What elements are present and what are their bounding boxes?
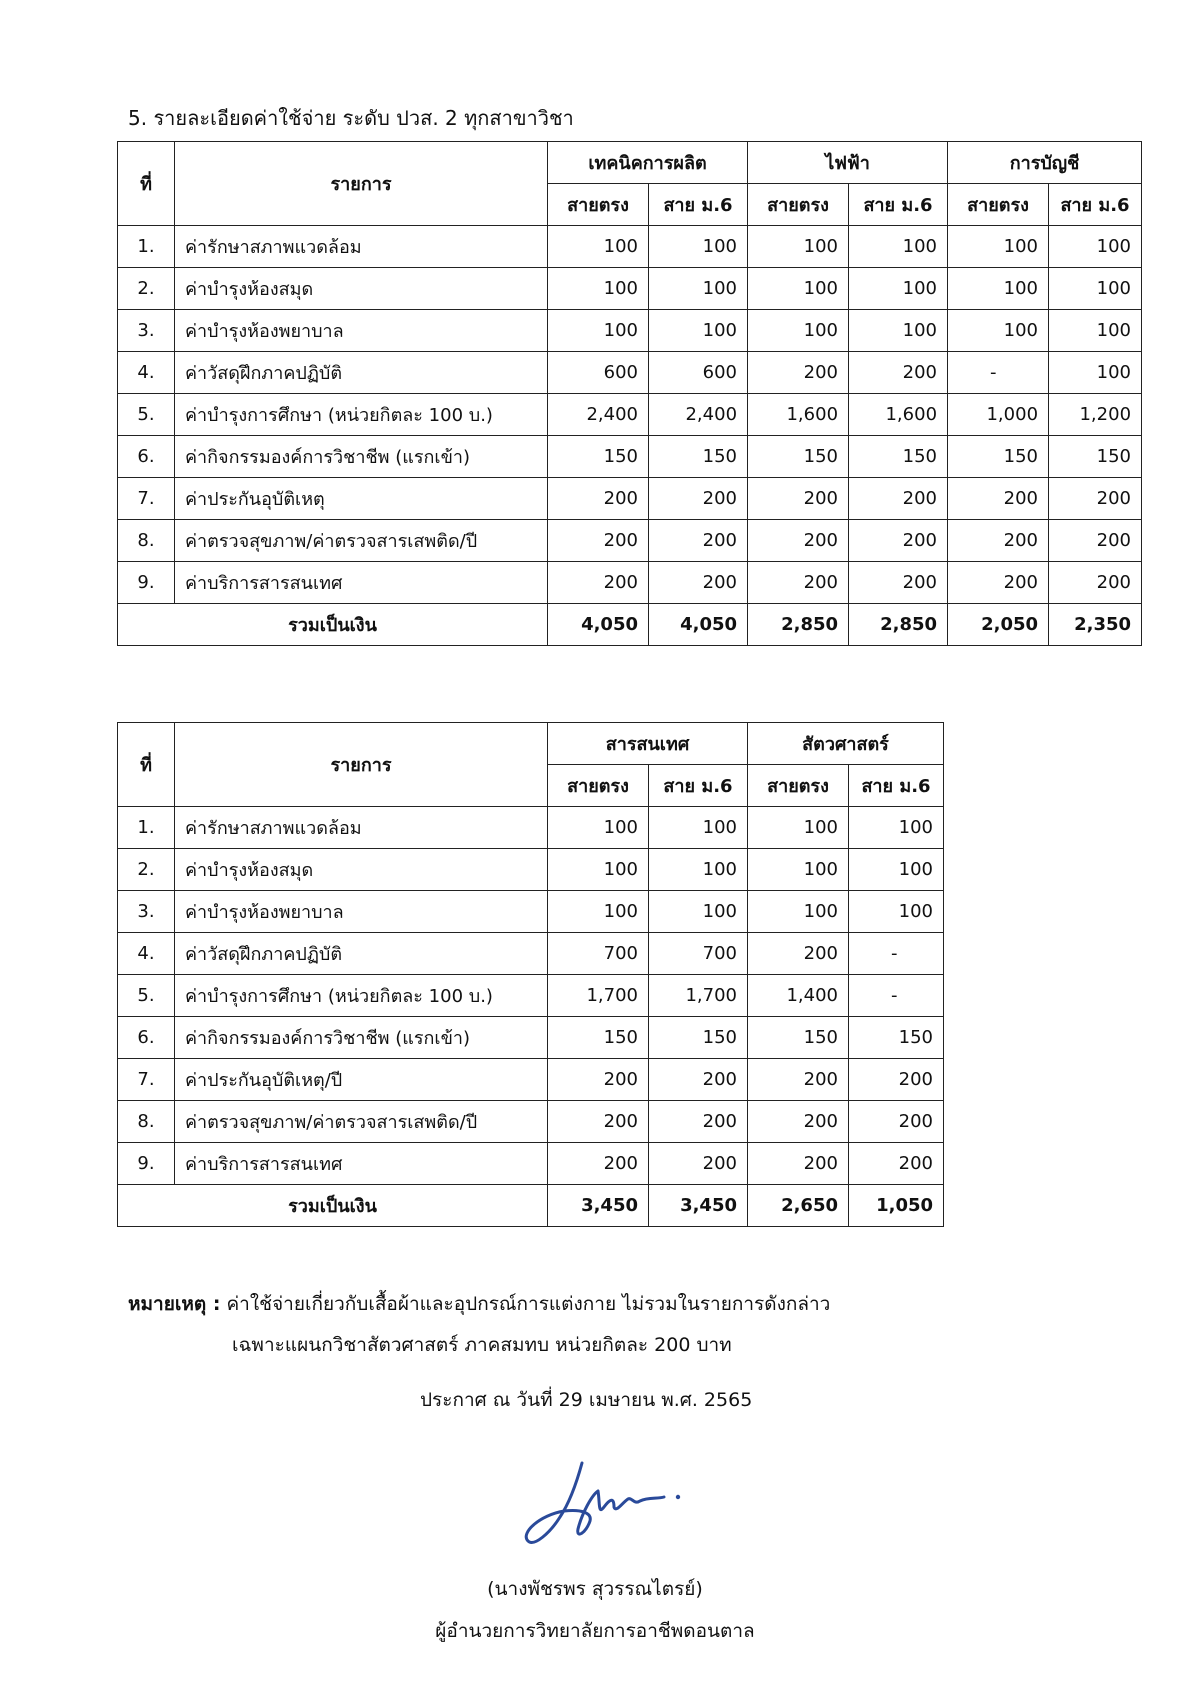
- fee-cell: 200: [649, 1101, 748, 1143]
- fee-cell: 100: [649, 226, 748, 268]
- fee-cell: 200: [548, 562, 649, 604]
- fee-cell: 100: [748, 849, 849, 891]
- fee-cell: 600: [649, 352, 748, 394]
- fee-cell: 100: [849, 226, 948, 268]
- table-row: [118, 478, 1142, 520]
- fee-cell: 1,400: [748, 975, 849, 1017]
- fee-cell: 200: [748, 478, 849, 520]
- row-item: ค่าวัสดุฝึกภาคปฏิบัติ: [175, 933, 548, 975]
- total-cell: 3,450: [649, 1185, 748, 1227]
- fee-cell: 200: [948, 520, 1049, 562]
- fee-cell: 1,000: [948, 394, 1049, 436]
- fee-cell: 200: [548, 520, 649, 562]
- row-item: ค่าบริการสารสนเทศ: [175, 562, 548, 604]
- fee-cell: 100: [548, 849, 649, 891]
- total-row: [118, 604, 1142, 646]
- fee-cell: 100: [748, 891, 849, 933]
- signature: [520, 1455, 700, 1565]
- fee-cell: 150: [649, 436, 748, 478]
- track-m6-header: สาย ม.6: [1049, 184, 1142, 226]
- signer-position: ผู้อำนวยการวิทยาลัยการอาชีพดอนตาล: [435, 1620, 755, 1642]
- fee-cell: 100: [649, 891, 748, 933]
- fee-cell: 100: [1049, 226, 1142, 268]
- remark-text-line2: เฉพาะแผนกวิชาสัตวศาสตร์ ภาคสมทบ หน่วยกิตละ 200 บาท: [232, 1334, 732, 1356]
- fee-cell: 100: [649, 807, 748, 849]
- fee-cell: -: [948, 352, 1049, 394]
- col-no-header: ที่: [118, 142, 175, 226]
- fee-cell: 100: [748, 268, 849, 310]
- row-number: 1.: [118, 226, 175, 268]
- fee-cell: 200: [548, 478, 649, 520]
- fee-cell: 150: [748, 436, 849, 478]
- fee-cell: 200: [849, 1143, 944, 1185]
- fee-cell: 100: [1049, 310, 1142, 352]
- fee-cell: 1,600: [748, 394, 849, 436]
- signature-stroke: [526, 1463, 664, 1542]
- table-row: [118, 436, 1142, 478]
- total-label: รวมเป็นเงิน: [118, 1185, 548, 1227]
- fee-cell: 200: [748, 1059, 849, 1101]
- fee-cell: 200: [649, 1143, 748, 1185]
- row-number: 7.: [118, 1059, 175, 1101]
- track-direct-header: สายตรง: [548, 765, 649, 807]
- fee-table-1: [117, 141, 1142, 646]
- fee-cell: 100: [849, 268, 948, 310]
- fee-cell: 1,200: [1049, 394, 1142, 436]
- remark-label: หมายเหตุ :: [128, 1293, 221, 1315]
- col-item-header: รายการ: [175, 723, 548, 807]
- row-item: ค่าประกันอุบัติเหตุ: [175, 478, 548, 520]
- fee-cell: 200: [948, 478, 1049, 520]
- row-item: ค่าบำรุงห้องสมุด: [175, 849, 548, 891]
- fee-cell: 200: [849, 478, 948, 520]
- row-item: ค่ารักษาสภาพแวดล้อม: [175, 226, 548, 268]
- total-cell: 2,850: [748, 604, 849, 646]
- fee-cell: 100: [548, 891, 649, 933]
- fee-cell: 700: [548, 933, 649, 975]
- fee-cell: 200: [849, 352, 948, 394]
- fee-cell: 100: [1049, 352, 1142, 394]
- fee-cell: 200: [748, 562, 849, 604]
- row-item: ค่าบำรุงห้องพยาบาล: [175, 310, 548, 352]
- total-row: [118, 1185, 944, 1227]
- fee-cell: 100: [649, 310, 748, 352]
- fee-cell: 200: [649, 1059, 748, 1101]
- fee-cell: 100: [948, 226, 1049, 268]
- fee-cell: 100: [548, 310, 649, 352]
- table-row: [118, 1017, 944, 1059]
- fee-cell: 100: [849, 891, 944, 933]
- major-header: เทคนิคการผลิต: [548, 142, 748, 184]
- fee-cell: 200: [548, 1059, 649, 1101]
- table-row: [118, 975, 944, 1017]
- fee-cell: 700: [649, 933, 748, 975]
- col-no-header: ที่: [118, 723, 175, 807]
- total-cell: 2,350: [1049, 604, 1142, 646]
- row-item: ค่าตรวจสุขภาพ/ค่าตรวจสารเสพติด/ปี: [175, 1101, 548, 1143]
- total-cell: 2,050: [948, 604, 1049, 646]
- fee-cell: 2,400: [548, 394, 649, 436]
- fee-cell: 200: [748, 1143, 849, 1185]
- fee-cell: 200: [548, 1143, 649, 1185]
- fee-cell: 200: [849, 1101, 944, 1143]
- track-m6-header: สาย ม.6: [849, 765, 944, 807]
- col-item-header: รายการ: [175, 142, 548, 226]
- row-item: ค่าบำรุงห้องพยาบาล: [175, 891, 548, 933]
- row-number: 8.: [118, 520, 175, 562]
- announcement-date: ประกาศ ณ วันที่ 29 เมษายน พ.ศ. 2565: [420, 1389, 753, 1411]
- row-item: ค่าบำรุงการศึกษา (หน่วยกิตละ 100 บ.): [175, 394, 548, 436]
- section-heading: 5. รายละเอียดค่าใช้จ่าย ระดับ ปวส. 2 ทุกสาขาวิชา: [128, 106, 574, 130]
- fee-cell: 200: [748, 933, 849, 975]
- track-m6-header: สาย ม.6: [649, 184, 748, 226]
- row-number: 5.: [118, 975, 175, 1017]
- table-row: [118, 268, 1142, 310]
- table-row: [118, 562, 1142, 604]
- signature-dot: [676, 1495, 680, 1499]
- row-number: 2.: [118, 268, 175, 310]
- fee-cell: 100: [548, 807, 649, 849]
- row-item: ค่าวัสดุฝึกภาคปฏิบัติ: [175, 352, 548, 394]
- row-item: ค่าบำรุงห้องสมุด: [175, 268, 548, 310]
- fee-cell: 100: [849, 807, 944, 849]
- fee-cell: 150: [748, 1017, 849, 1059]
- table-row: [118, 394, 1142, 436]
- track-m6-header: สาย ม.6: [649, 765, 748, 807]
- fee-cell: 1,700: [649, 975, 748, 1017]
- fee-cell: 200: [1049, 520, 1142, 562]
- fee-cell: 2,400: [649, 394, 748, 436]
- row-item: ค่ากิจกรรมองค์การวิชาชีพ (แรกเข้า): [175, 1017, 548, 1059]
- row-number: 9.: [118, 562, 175, 604]
- fee-cell: 600: [548, 352, 649, 394]
- fee-cell: 100: [748, 226, 849, 268]
- total-cell: 1,050: [849, 1185, 944, 1227]
- row-number: 9.: [118, 1143, 175, 1185]
- row-item: ค่าบริการสารสนเทศ: [175, 1143, 548, 1185]
- fee-cell: 1,700: [548, 975, 649, 1017]
- major-header: ไฟฟ้า: [748, 142, 948, 184]
- fee-cell: 200: [548, 1101, 649, 1143]
- fee-cell: 200: [849, 520, 948, 562]
- total-cell: 4,050: [548, 604, 649, 646]
- fee-cell: 100: [548, 226, 649, 268]
- fee-cell: 200: [849, 562, 948, 604]
- row-number: 4.: [118, 933, 175, 975]
- fee-cell: 150: [649, 1017, 748, 1059]
- fee-cell: 100: [849, 310, 948, 352]
- fee-cell: 1,600: [849, 394, 948, 436]
- row-number: 1.: [118, 807, 175, 849]
- row-item: ค่ากิจกรรมองค์การวิชาชีพ (แรกเข้า): [175, 436, 548, 478]
- fee-cell: 150: [849, 1017, 944, 1059]
- fee-cell: 100: [649, 268, 748, 310]
- fee-table-2: [117, 722, 944, 1227]
- fee-cell: 200: [748, 520, 849, 562]
- fee-cell: 200: [948, 562, 1049, 604]
- fee-cell: 200: [1049, 562, 1142, 604]
- row-item: ค่าประกันอุบัติเหตุ/ปี: [175, 1059, 548, 1101]
- total-cell: 2,850: [849, 604, 948, 646]
- table-row: [118, 1143, 944, 1185]
- row-number: 6.: [118, 1017, 175, 1059]
- total-cell: 3,450: [548, 1185, 649, 1227]
- row-item: ค่ารักษาสภาพแวดล้อม: [175, 807, 548, 849]
- total-cell: 2,650: [748, 1185, 849, 1227]
- row-number: 5.: [118, 394, 175, 436]
- major-header: สารสนเทศ: [548, 723, 748, 765]
- table-row: [118, 352, 1142, 394]
- fee-cell: 150: [1049, 436, 1142, 478]
- fee-cell: 200: [649, 478, 748, 520]
- fee-cell: 100: [748, 310, 849, 352]
- row-number: 3.: [118, 891, 175, 933]
- fee-cell: 200: [649, 520, 748, 562]
- fee-cell: -: [849, 933, 944, 975]
- major-header: การบัญชี: [948, 142, 1142, 184]
- fee-cell: 150: [548, 436, 649, 478]
- fee-cell: 200: [849, 1059, 944, 1101]
- fee-cell: 100: [948, 310, 1049, 352]
- fee-cell: 200: [1049, 478, 1142, 520]
- fee-cell: 200: [748, 1101, 849, 1143]
- fee-cell: 100: [748, 807, 849, 849]
- track-m6-header: สาย ม.6: [849, 184, 948, 226]
- total-label: รวมเป็นเงิน: [118, 604, 548, 646]
- table-row: [118, 891, 944, 933]
- fee-cell: 100: [548, 268, 649, 310]
- table-row: [118, 933, 944, 975]
- row-number: 6.: [118, 436, 175, 478]
- table-row: [118, 520, 1142, 562]
- row-item: ค่าตรวจสุขภาพ/ค่าตรวจสารเสพติด/ปี: [175, 520, 548, 562]
- track-direct-header: สายตรง: [948, 184, 1049, 226]
- table-row: [118, 226, 1142, 268]
- track-direct-header: สายตรง: [748, 765, 849, 807]
- fee-cell: 100: [649, 849, 748, 891]
- table-row: [118, 1059, 944, 1101]
- signer-name: (นางพัชรพร สุวรรณไตรย์): [487, 1578, 703, 1600]
- remark: [128, 1290, 1128, 1318]
- table-row: [118, 310, 1142, 352]
- fee-cell: 100: [1049, 268, 1142, 310]
- remark-text: ค่าใช้จ่ายเกี่ยวกับเสื้อผ้าและอุปกรณ์การแต่งกาย ไม่รวมในรายการดังกล่าว: [226, 1293, 831, 1315]
- fee-cell: 150: [948, 436, 1049, 478]
- track-direct-header: สายตรง: [548, 184, 649, 226]
- table-row: [118, 807, 944, 849]
- row-number: 4.: [118, 352, 175, 394]
- track-direct-header: สายตรง: [748, 184, 849, 226]
- fee-cell: 150: [548, 1017, 649, 1059]
- major-header: สัตวศาสตร์: [748, 723, 944, 765]
- total-cell: 4,050: [649, 604, 748, 646]
- fee-table-2-body: [118, 807, 944, 1227]
- fee-cell: 100: [948, 268, 1049, 310]
- row-number: 8.: [118, 1101, 175, 1143]
- fee-cell: -: [849, 975, 944, 1017]
- fee-table-1-body: [118, 226, 1142, 646]
- fee-cell: 200: [649, 562, 748, 604]
- row-number: 7.: [118, 478, 175, 520]
- table-row: [118, 1101, 944, 1143]
- row-number: 3.: [118, 310, 175, 352]
- table-row: [118, 849, 944, 891]
- fee-cell: 200: [748, 352, 849, 394]
- fee-cell: 150: [849, 436, 948, 478]
- row-item: ค่าบำรุงการศึกษา (หน่วยกิตละ 100 บ.): [175, 975, 548, 1017]
- fee-cell: 100: [849, 849, 944, 891]
- row-number: 2.: [118, 849, 175, 891]
